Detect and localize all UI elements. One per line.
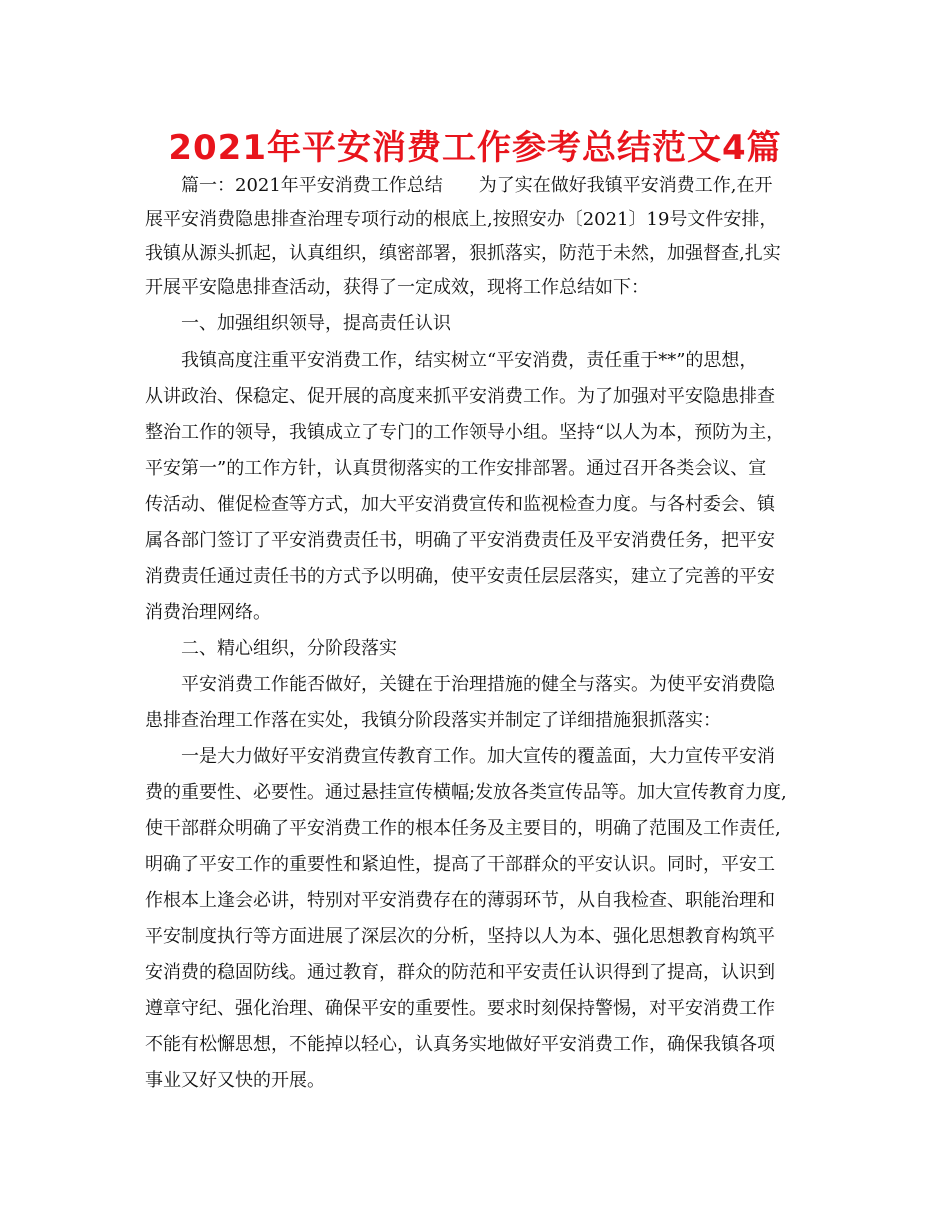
paragraph-line: 平安消费工作能否做好，关键在于治理措施的健全与落实。为使平安消费隐 (181, 674, 775, 695)
paragraph-line: 消费责任通过责任书的方式予以明确，使平安责任层层落实，建立了完善的平安 (145, 566, 775, 587)
paragraph-line: 整治工作的领导，我镇成立了专门的工作领导小组。坚持“以人为本，预防为主， (145, 422, 785, 443)
paragraph-line: 费的重要性、必要性。通过悬挂宣传横幅;发放各类宣传品等。加大宣传教育力度, (145, 782, 787, 803)
paragraph-line: 平安制度执行等方面进展了深层次的分析，坚持以人为本、强化思想教育构筑平 (145, 926, 775, 947)
paragraph-line: 事业又好又快的开展。 (145, 1070, 325, 1091)
paragraph-line: 安消费的稳固防线。通过教育，群众的防范和平安责任认识得到了提高，认识到 (145, 962, 775, 983)
paragraph-line: 篇一：2021年平安消费工作总结 为了实在做好我镇平安消费工作,在开 (181, 175, 773, 196)
paragraph-line: 展平安消费隐患排查治理专项行动的根底上,按照安办〔2021〕19号文件安排， (145, 209, 778, 230)
paragraph-line: 我镇从源头抓起，认真组织，缜密部署，狠抓落实，防范于未然，加强督查,扎实 (145, 243, 781, 264)
paragraph-line: 传活动、催促检查等方式，加大平安消费宣传和监视检查力度。与各村委会、镇 (145, 494, 775, 515)
paragraph-line: 作根本上逢会必讲，特别对平安消费存在的薄弱环节，从自我检查、职能治理和 (145, 890, 775, 911)
document-title: 2021年平安消费工作参考总结范文4篇 (168, 128, 782, 168)
paragraph-line: 消费治理网络。 (145, 602, 271, 623)
paragraph-line: 明确了平安工作的重要性和紧迫性，提高了干部群众的平安认识。同时，平安工 (145, 854, 775, 875)
paragraph-line: 一是大力做好平安消费宣传教育工作。加大宣传的覆盖面，大力宣传平安消 (181, 746, 775, 767)
paragraph-line: 从讲政治、保稳定、促开展的高度来抓平安消费工作。为了加强对平安隐患排查 (145, 386, 775, 407)
paragraph-line: 属各部门签订了平安消费责任书，明确了平安消费责任及平安消费任务，把平安 (145, 530, 775, 551)
paragraph-line: 我镇高度注重平安消费工作，结实树立“平安消费，责任重于**”的思想， (181, 350, 758, 371)
paragraph-line: 平安第一”的工作方针，认真贯彻落实的工作安排部署。通过召开各类会议、宣 (145, 458, 767, 479)
paragraph-line: 开展平安隐患排查活动，获得了一定成效，现将工作总结如下： (145, 277, 649, 298)
section-heading: 一、加强组织领导，提高责任认识 (181, 313, 451, 334)
paragraph-line: 不能有松懈思想，不能掉以轻心，认真务实地做好平安消费工作，确保我镇各项 (145, 1034, 775, 1055)
paragraph-line: 使干部群众明确了平安消费工作的根本任务及主要目的，明确了范围及工作责任, (145, 818, 781, 839)
section-heading: 二、精心组织，分阶段落实 (181, 638, 397, 659)
paragraph-line: 遵章守纪、强化治理、确保平安的重要性。要求时刻保持警惕，对平安消费工作 (145, 998, 775, 1019)
paragraph-line: 患排查治理工作落在实处，我镇分阶段落实并制定了详细措施狠抓落实： (145, 710, 721, 731)
